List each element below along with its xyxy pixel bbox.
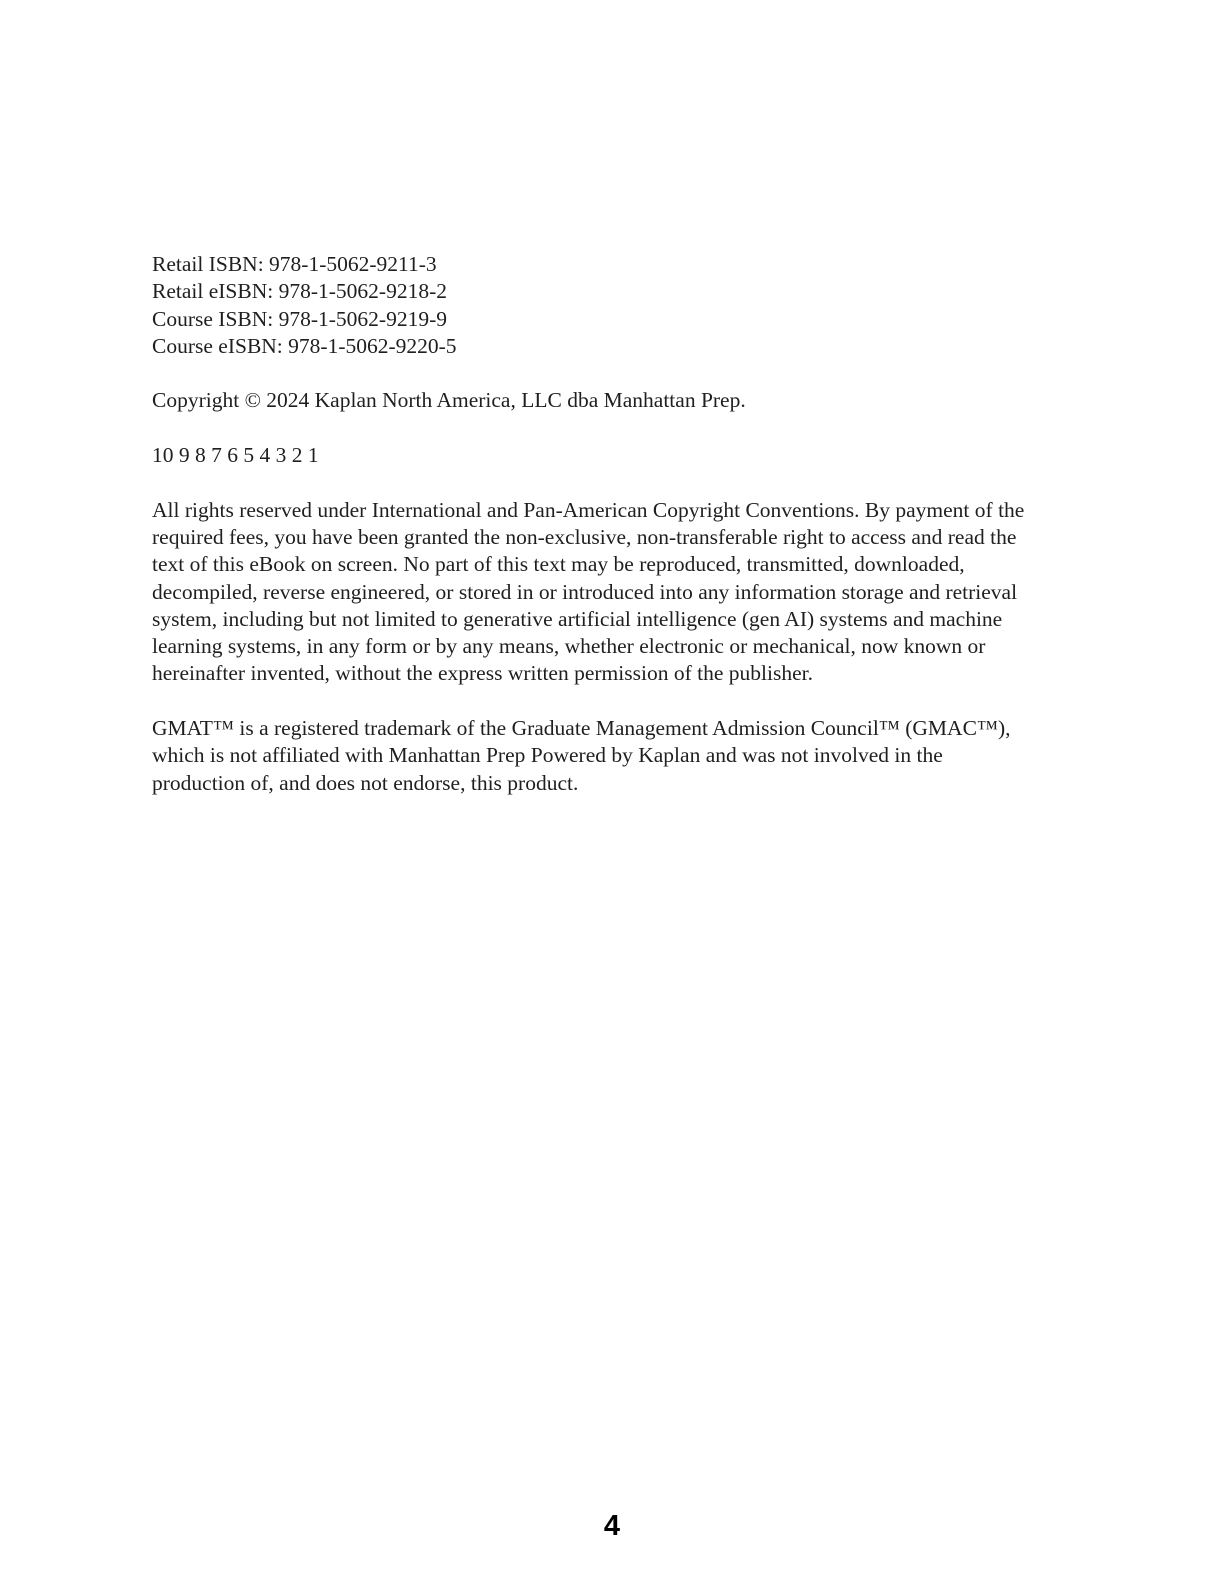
copyright-page-content: [152, 251, 1077, 824]
isbn-block: [152, 251, 1077, 360]
retail-eisbn-line: Retail eISBN: 978-1-5062-9218-2: [152, 279, 447, 304]
rights-paragraph-line: All rights reserved under International and Pan-American Copyright Conventions. By payment of the: [152, 497, 1025, 522]
course-eisbn-line: Course eISBN: 978-1-5062-9220-5: [152, 333, 457, 358]
rights-paragraph: [152, 497, 1077, 688]
rights-paragraph-line: required fees, you have been granted the non-exclusive, non-transferable right to access and read the: [152, 524, 1017, 549]
trademark-paragraph: [152, 715, 1077, 797]
rights-paragraph-line: text of this eBook on screen. No part of this text may be reproduced, transmitted, downloaded,: [152, 552, 965, 577]
rights-paragraph-line: system, including but not limited to generative artificial intelligence (gen AI) systems and machine: [152, 606, 1003, 631]
rights-paragraph-line: decompiled, reverse engineered, or stored in or introduced into any information storage and retrieval: [152, 579, 1018, 604]
trademark-paragraph-line: production of, and does not endorse, this product.: [152, 770, 579, 795]
retail-isbn-line: Retail ISBN: 978-1-5062-9211-3: [152, 252, 437, 276]
trademark-paragraph-line: which is not affiliated with Manhattan Prep Powered by Kaplan and was not involved in the: [152, 743, 943, 768]
rights-paragraph-line: learning systems, in any form or by any means, whether electronic or mechanical, now known or: [152, 634, 986, 659]
page-number: 4: [603, 1510, 621, 1542]
printers-key: 10 9 8 7 6 5 4 3 2 1: [152, 443, 319, 468]
course-isbn-line: Course ISBN: 978-1-5062-9219-9: [152, 306, 448, 331]
rights-paragraph-line: hereinafter invented, without the express written permission of the publisher.: [152, 661, 813, 686]
trademark-paragraph-line: GMAT™ is a registered trademark of the Graduate Management Admission Council™ (GMAC™),: [152, 716, 1011, 741]
copyright-notice: Copyright © 2024 Kaplan North America, LLC dba Manhattan Prep.: [152, 388, 746, 413]
